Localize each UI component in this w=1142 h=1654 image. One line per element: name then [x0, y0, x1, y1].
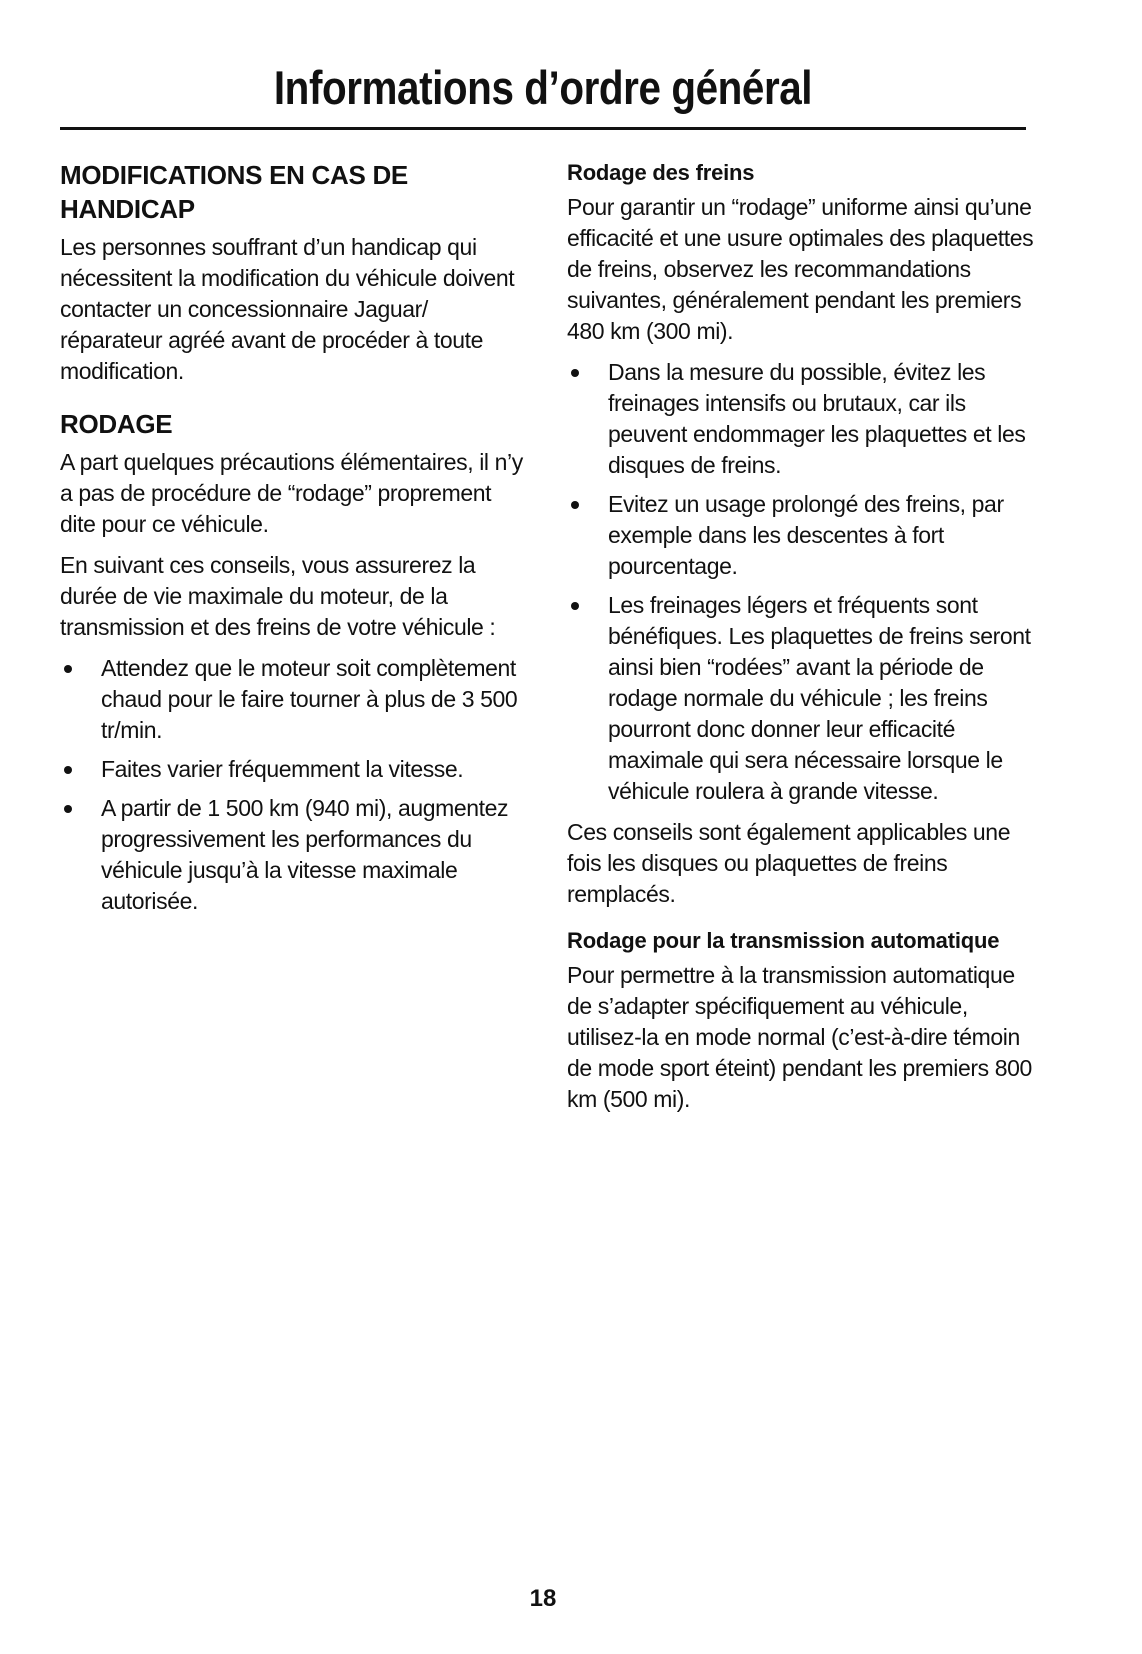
left-column — [60, 158, 530, 927]
handicap-heading: MODIFICATIONS EN CAS DE HANDICAP — [60, 160, 408, 224]
title-divider — [60, 127, 1026, 130]
list-item — [567, 590, 1037, 807]
list-item-text: Faites varier fréquemment la vitesse. — [101, 756, 464, 782]
right-column — [567, 158, 1037, 1125]
freins-closing-paragraph: Ces conseils sont également applicables une fois les disques ou plaquettes de freins remplacés. — [567, 819, 1011, 907]
list-item-text: Dans la mesure du possible, évitez les freinages intensifs ou brutaux, car ils peuvent endommager les plaquettes et les disques de freins. — [608, 359, 1026, 478]
list-item-text: Evitez un usage prolongé des freins, par exemple dans les descentes à fort pourcentage. — [608, 491, 1004, 579]
rodage-bullet-list — [60, 653, 530, 917]
bullet-icon — [64, 766, 72, 774]
list-item-text: Les freinages légers et fréquents sont bénéfiques. Les plaquettes de freins seront ainsi bien “rodées” avant la période de rodage normale du véhicule ; les freins pourront donc donner leur efficacité maximale qui sera nécessaire lorsque le véhicule roulera à grande vitesse. — [608, 592, 1031, 804]
freins-paragraph: Pour garantir un “rodage” uniforme ainsi qu’une efficacité et une usure optimales des plaquettes de freins, observez les recommandations suivantes, généralement pendant les premiers 480 km (300 mi). — [567, 194, 1034, 344]
bullet-icon — [571, 602, 579, 610]
handicap-paragraph: Les personnes souffrant d’un handicap qui nécessitent la modification du véhicule doivent contacter un concessionnaire Jaguar/ réparateur agréé avant de procéder à toute modification. — [60, 234, 515, 384]
list-item — [60, 754, 530, 785]
rodage-paragraph-2: En suivant ces conseils, vous assurerez la durée de vie maximale du moteur, de la transmission et des freins de votre véhicule : — [60, 552, 496, 640]
bullet-icon — [571, 501, 579, 509]
transmission-paragraph: Pour permettre à la transmission automatique de s’adapter spécifiquement au véhicule, utilisez-la en mode normal (c’est-à-dire témoin de mode sport éteint) pendant les premiers 800 km (500 mi). — [567, 962, 1032, 1112]
list-item — [60, 653, 530, 746]
list-item-text: A partir de 1 500 km (940 mi), augmentez progressivement les performances du véhicule jusqu’à la vitesse maximale autorisée. — [101, 795, 509, 914]
list-item-text: Attendez que le moteur soit complètement chaud pour le faire tourner à plus de 3 500 tr/min. — [101, 655, 518, 743]
page-number: 18 — [529, 1585, 557, 1612]
bullet-icon — [64, 665, 72, 673]
rodage-paragraph-1: A part quelques précautions élémentaires, il n’y a pas de procédure de “rodage” proprement dite pour ce véhicule. — [60, 449, 523, 537]
list-item — [567, 489, 1037, 582]
freins-heading: Rodage des freins — [567, 160, 755, 185]
rodage-heading: RODAGE — [60, 409, 173, 439]
list-item — [60, 793, 530, 917]
list-item — [567, 357, 1037, 481]
bullet-icon — [64, 805, 72, 813]
transmission-heading: Rodage pour la transmission automatique — [567, 928, 1000, 953]
bullet-icon — [571, 369, 579, 377]
freins-bullet-list — [567, 357, 1037, 807]
page-title: Informations d’ordre général — [273, 61, 813, 114]
